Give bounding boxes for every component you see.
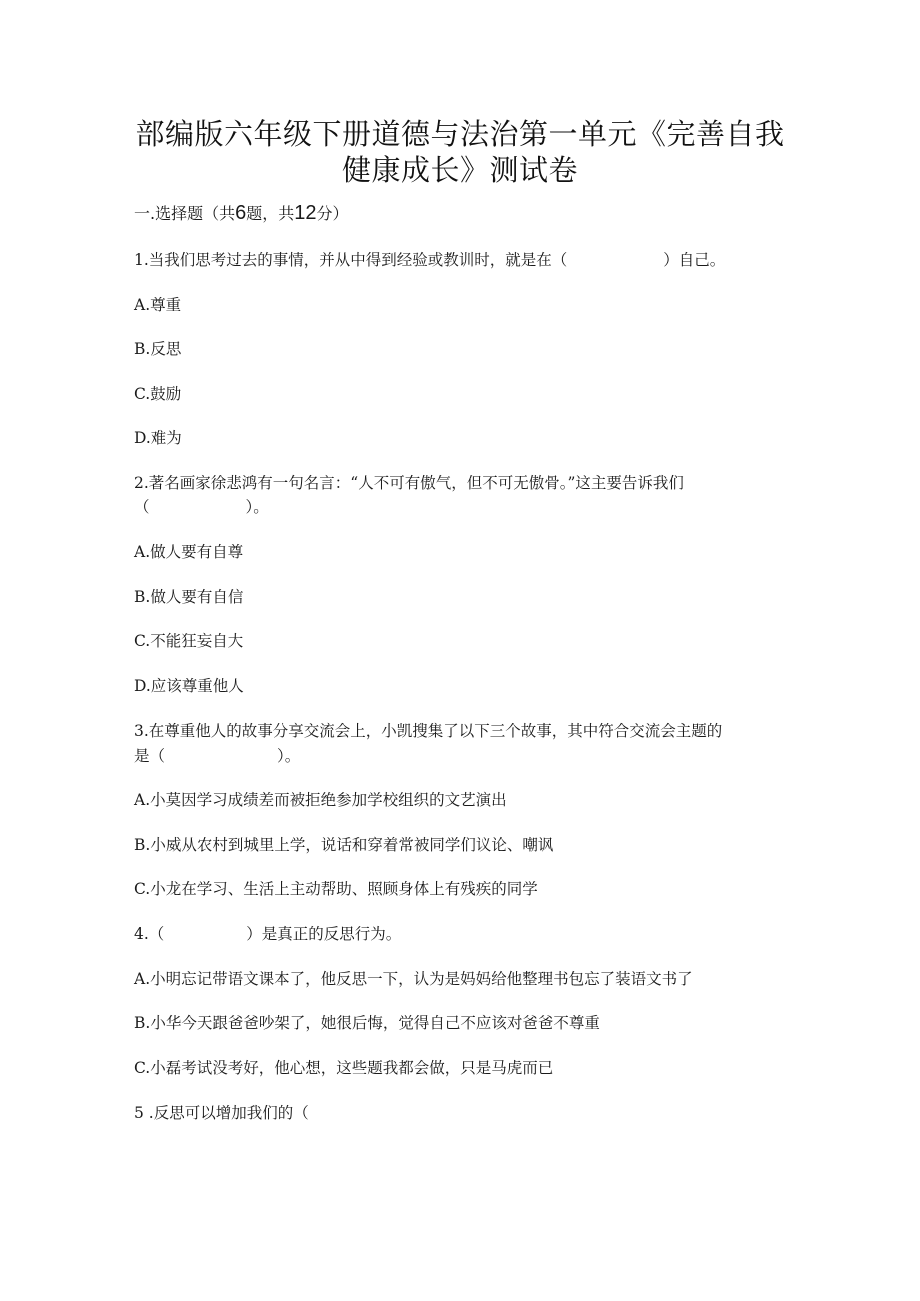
page-title-line-1: 部编版六年级下册道德与法治第一单元《完善自我 — [135, 117, 785, 151]
question-3-close-paren: ）。 — [277, 747, 301, 765]
section-prefix: 一.选择题（共 — [134, 204, 236, 223]
question-4-stem-end: ）是真正的反思行为。 — [246, 925, 402, 943]
question-4-stem — [134, 924, 401, 944]
section-middle: 题，共 — [246, 204, 295, 223]
question-5-stem: 5 .反思可以增加我们的（ — [134, 1104, 309, 1122]
section-heading — [134, 203, 349, 224]
question-4-stem-start: 4.（ — [134, 925, 165, 943]
question-2-open-paren: （ — [134, 498, 150, 516]
question-3-stem: 3.在尊重他人的故事分享交流会上，小凯搜集了以下三个故事，其中符合交流会主题的 — [134, 722, 723, 740]
question-1-option-a: A.尊重 — [134, 296, 182, 314]
question-1-option-c: C.鼓励 — [134, 385, 182, 403]
question-2-option-a: A.做人要有自尊 — [134, 543, 244, 561]
question-3-option-b: B.小威从农村到城里上学，说话和穿着常被同学们议论、嘲讽 — [134, 836, 554, 854]
total-score: 12 — [294, 202, 317, 224]
question-2-option-d: D.应该尊重他人 — [134, 677, 244, 695]
question-3-option-a: A.小莫因学习成绩差而被拒绝参加学校组织的文艺演出 — [134, 791, 507, 809]
question-2-option-c: C.不能狂妄自大 — [134, 632, 244, 650]
question-1-stem-end: ）自己。 — [663, 251, 726, 269]
question-4-option-b: B.小华今天跟爸爸吵架了，她很后悔，觉得自己不应该对爸爸不尊重 — [134, 1014, 600, 1032]
question-3-stem-cont — [134, 746, 300, 766]
question-3-stem-start: 是（ — [134, 747, 166, 765]
question-1-option-b: B.反思 — [134, 340, 182, 358]
question-2-close-paren: ）。 — [245, 498, 269, 516]
question-2-stem-cont — [134, 497, 269, 517]
question-4-option-c: C.小磊考试没考好，他心想，这些题我都会做，只是马虎而已 — [134, 1059, 554, 1077]
page-title-line-2: 健康成长》测试卷 — [341, 153, 578, 187]
question-1-option-d: D.难为 — [134, 429, 182, 447]
question-3-option-c: C.小龙在学习、生活上主动帮助、照顾身体上有残疾的同学 — [134, 880, 538, 898]
question-1-stem — [134, 250, 725, 270]
question-1-stem-start: 1.当我们思考过去的事情，并从中得到经验或教训时，就是在（ — [134, 251, 568, 269]
question-2-stem: 2.著名画家徐悲鸿有一句名言：“人不可有傲气，但不可无傲骨。”这主要告诉我们 — [134, 474, 684, 492]
question-4-option-a: A.小明忘记带语文课本了，他反思一下，认为是妈妈给他整理书包忘了装语文书了 — [134, 970, 693, 988]
section-suffix: 分） — [316, 204, 349, 223]
question-count: 6 — [235, 202, 247, 224]
question-2-option-b: B.做人要有自信 — [134, 588, 244, 606]
